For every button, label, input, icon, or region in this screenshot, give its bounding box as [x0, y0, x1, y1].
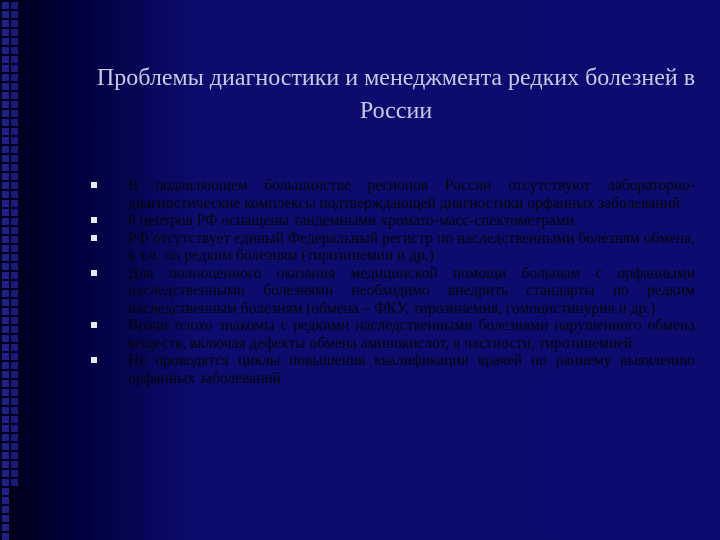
decorative-square [2, 20, 9, 27]
decorative-square [2, 452, 9, 459]
decorative-square [2, 434, 9, 441]
square-bullet-icon [91, 217, 97, 223]
decorative-square [2, 38, 9, 45]
decorative-square [2, 461, 9, 468]
decorative-square [2, 74, 9, 81]
decorative-square [11, 407, 18, 414]
decorative-square [2, 263, 9, 270]
decorative-square [2, 326, 9, 333]
bullet-item [91, 352, 695, 387]
decorative-square [11, 272, 18, 279]
decorative-square [2, 83, 9, 90]
decorative-square [11, 335, 18, 342]
bullet-item [91, 212, 695, 230]
decorative-square [11, 326, 18, 333]
decorative-square [11, 119, 18, 126]
bullet-text: Для полноценного оказания медицинской помощи больным с орфанными наследственными болезнями необходимо внедрить стандарты по редким наследственным болезням (обмена – ФКУ, тирозинемия, гомоцистинурия и др.) [128, 264, 695, 317]
decorative-square [11, 92, 18, 99]
decorative-square [11, 29, 18, 36]
decorative-square [11, 452, 18, 459]
decorative-square [11, 164, 18, 171]
decorative-square [11, 353, 18, 360]
decorative-square [2, 389, 9, 396]
decorative-square [11, 20, 18, 27]
decorative-square [11, 425, 18, 432]
decorative-square [2, 371, 9, 378]
decorative-square [2, 425, 9, 432]
decorative-square [2, 515, 9, 522]
decorative-square [11, 218, 18, 225]
decorative-square [2, 353, 9, 360]
decorative-square [11, 236, 18, 243]
decorative-square [2, 407, 9, 414]
decorative-square [11, 56, 18, 63]
decorative-square [11, 290, 18, 297]
decorative-square [2, 47, 9, 54]
decorative-square [11, 308, 18, 315]
decorative-square [11, 137, 18, 144]
decorative-square [2, 119, 9, 126]
decorative-square [2, 254, 9, 261]
decorative-square [11, 2, 18, 9]
decorative-square [2, 245, 9, 252]
bullet-text: Врачи плохо знакомы с редкими наследственными болезнями нарушенного обмена веществ, включая дефекты обмена аминокислот, в частности, тирозинемией [128, 317, 695, 352]
decorative-square [11, 470, 18, 477]
decorative-square [11, 479, 18, 486]
decorative-square [2, 101, 9, 108]
decorative-square [11, 209, 18, 216]
decorative-square [11, 74, 18, 81]
decorative-square [11, 371, 18, 378]
decorative-square [2, 146, 9, 153]
square-bullet-icon [91, 270, 97, 276]
decorative-square [2, 488, 9, 495]
decorative-square [2, 506, 9, 513]
decorative-square [11, 254, 18, 261]
decorative-square [2, 236, 9, 243]
decorative-square [2, 200, 9, 207]
decorative-square [2, 2, 9, 9]
decorative-square [2, 299, 9, 306]
decorative-square [2, 128, 9, 135]
decorative-square [11, 389, 18, 396]
decorative-square [11, 227, 18, 234]
decorative-square [2, 209, 9, 216]
decorative-square [11, 245, 18, 252]
bullet-text: РФ отсутствует единый Федеральный регистр по наследственными болезням обмена, в т.ч. по редким болезням (тирозинемии и др.) [128, 229, 695, 264]
decorative-square [2, 443, 9, 450]
decorative-square [11, 434, 18, 441]
decorative-square [11, 443, 18, 450]
decorative-square [11, 263, 18, 270]
decorative-square [2, 56, 9, 63]
decorative-square [11, 299, 18, 306]
bullet-list [91, 177, 695, 387]
decorative-square [11, 11, 18, 18]
square-bullet-icon [91, 235, 97, 241]
decorative-square [11, 182, 18, 189]
decorative-square [2, 65, 9, 72]
decorative-square [11, 65, 18, 72]
decorative-square [2, 335, 9, 342]
decorative-square [2, 110, 9, 117]
decorative-square [11, 83, 18, 90]
decorative-square [2, 398, 9, 405]
bullet-item [91, 177, 695, 212]
decorative-square [2, 308, 9, 315]
decorative-square [2, 533, 9, 540]
decorative-square [2, 137, 9, 144]
decorative-square [2, 191, 9, 198]
decorative-square [2, 173, 9, 180]
decorative-square [2, 497, 9, 504]
decorative-square [11, 47, 18, 54]
decorative-square [2, 272, 9, 279]
bullet-text: 8 центров РФ оснащены тандемными хромато-масс-спектометрами [128, 212, 575, 229]
decorative-square [2, 479, 9, 486]
decorative-square [2, 524, 9, 531]
decorative-square [11, 416, 18, 423]
bullet-item [91, 317, 695, 352]
decorative-square [2, 182, 9, 189]
decorative-square [2, 344, 9, 351]
square-bullet-icon [91, 322, 97, 328]
decorative-square [11, 362, 18, 369]
decorative-square [11, 380, 18, 387]
decorative-square [2, 29, 9, 36]
decorative-square [2, 281, 9, 288]
decorative-square [2, 155, 9, 162]
decorative-square [2, 380, 9, 387]
decorative-square [11, 281, 18, 288]
slide-title: Проблемы диагностики и менеджмента редких болезней в России [96, 65, 696, 124]
decorative-square [11, 38, 18, 45]
decorative-square [11, 101, 18, 108]
bullet-item [91, 265, 695, 318]
decorative-square-strip [0, 0, 25, 540]
decorative-square [2, 227, 9, 234]
decorative-square [2, 470, 9, 477]
decorative-square [11, 173, 18, 180]
decorative-square [2, 416, 9, 423]
bullet-item [91, 230, 695, 265]
decorative-square [11, 398, 18, 405]
decorative-square [2, 11, 9, 18]
decorative-square [11, 110, 18, 117]
square-bullet-icon [91, 182, 97, 188]
decorative-square [11, 155, 18, 162]
decorative-square [2, 92, 9, 99]
bullet-text: В подавляющем большинстве регионов России отсутствуют лабораторно-диагностические комплексы подтверждающей диагностики орфанных заболеваний [128, 177, 695, 212]
bullet-text: Не проводятся циклы повышения квалификации врачей по раннему выявлению орфанных заболеваний [128, 352, 695, 387]
decorative-square [11, 146, 18, 153]
decorative-square [11, 317, 18, 324]
decorative-square [11, 128, 18, 135]
decorative-square [11, 200, 18, 207]
decorative-square [2, 362, 9, 369]
decorative-square [11, 461, 18, 468]
decorative-square [2, 218, 9, 225]
decorative-square [2, 164, 9, 171]
decorative-square [2, 290, 9, 297]
decorative-square [2, 317, 9, 324]
decorative-square [11, 191, 18, 198]
square-bullet-icon [91, 357, 97, 363]
decorative-square [11, 344, 18, 351]
